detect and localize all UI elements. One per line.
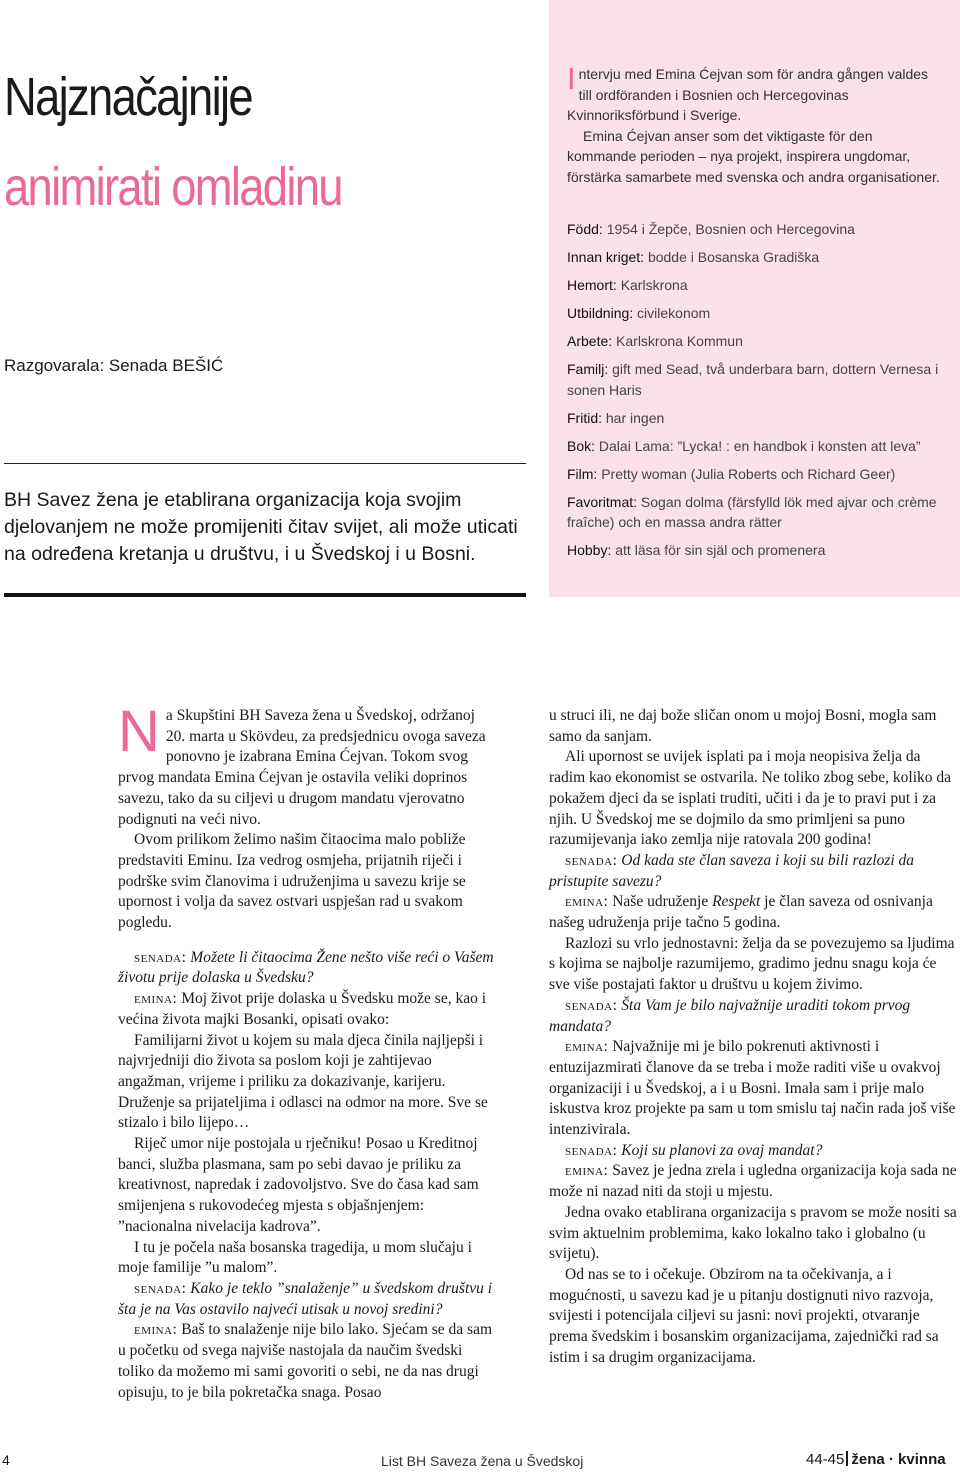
fact-value: Sogan dolma (färsfylld lök med ajvar och crème fraîche) och en massa andra rätter bbox=[567, 493, 937, 530]
fact-value: har ingen bbox=[605, 409, 665, 426]
association-name: Respekt bbox=[712, 893, 761, 911]
fact-label: Bok: bbox=[567, 437, 596, 454]
article-paragraph: Razlozi su vrlo jednostavni: želja da se povezujemo sa ljudima s kojima se najbolje razumijemo, gradimo jednu snagu koja će sve više postajati faktor u društvu u kojem živimo. bbox=[549, 934, 955, 994]
fact-value: att läsa för sin själ och promenera bbox=[615, 542, 826, 558]
article-paragraph: Ovom prilikom želimo našim čitaocima malo pobliže predstaviti Eminu. Iza vedrog osmjeha, prijatnih riječi i podrške svim članovima i udruženjima u savezu krije se upornost i volja da savez ostvari uspješan rad u svakom pogledu. bbox=[118, 831, 466, 932]
speaker-label: senada: bbox=[565, 851, 618, 869]
article-paragraph: Od nas se to i očekuje. Obzirom na ta očekivanja, a i mogućnosti, u savezu kad je u pitanju dostignuti nivo razvoja, svijesti i potencijala ciljevi su jasni: novi projekti, otvaranje prema švedskim i bosanskim organizacijama, zajednički rad sa istim i sa drugim organizacijama. bbox=[549, 1265, 939, 1366]
speaker-label: senada: bbox=[565, 1141, 618, 1159]
footer-separator bbox=[846, 1451, 848, 1466]
question-text: Od kada ste član saveza i koji su bili razlozi da pristupite savezu? bbox=[549, 851, 915, 890]
article-paragraph: Familijarni život u kojem su mala djeca činila najljepši i najvrjedniji dio života sa poslom koji je zahtijevao angažman, vrijeme i priliku za dokazivanje, karijeru. Druženje sa prijateljima i odlasci na odmor na more. Sve se stizalo i bilo lijepo… bbox=[118, 1031, 488, 1132]
fact-value: Karlskrona bbox=[620, 277, 688, 293]
fact-item bbox=[567, 247, 942, 268]
footer-right bbox=[806, 1451, 946, 1468]
fact-label: Favoritmat: bbox=[567, 493, 638, 510]
speaker-label: emina: bbox=[565, 1162, 609, 1180]
answer-text: je član saveza od osnivanja našeg udruženja prije tačno 5 godina. bbox=[549, 893, 933, 932]
interview-question bbox=[549, 996, 959, 1037]
lead-paragraph: BH Savez žena je etablirana organizacija koja svojim djelovanjem ne može promijeniti čitav svijet, ali može uticati na određena kretanja u društvu, i u Švedskoj i u Bosni. bbox=[4, 489, 518, 565]
answer-text: Najvažnije mi je bilo pokrenuti aktivnosti i entuzijazmirati članove da se treba i može raditi više u ovakvoj organizaciji i u Švedskoj, a i u Bosni. Imala sam i prije malo iskustva kroz projekte pa sam u tom smislu taj način rada još više intenzivirala. bbox=[549, 1038, 956, 1139]
fact-item bbox=[567, 359, 942, 400]
publication-name: List BH Saveza žena u Švedskoj bbox=[381, 1453, 584, 1469]
fact-item bbox=[567, 275, 942, 296]
fact-label: Hobby: bbox=[567, 542, 612, 558]
sidebar-intro bbox=[567, 61, 942, 187]
interview-answer bbox=[549, 1037, 959, 1141]
divider-thick bbox=[4, 593, 526, 597]
fact-label: Fritid: bbox=[567, 409, 602, 426]
interview-answer bbox=[549, 892, 959, 933]
speaker-label: senada: bbox=[565, 996, 618, 1014]
speaker-label: emina: bbox=[565, 893, 609, 911]
interview-question bbox=[118, 948, 496, 989]
speaker-label: senada: bbox=[134, 1279, 187, 1297]
article-paragraph: Ali upornost se uvijek isplati pa i moja neopisiva želja da radim kao ekonomist se ostvarila. Ne toliko zbog sebe, koliko da pokažem djeci da se isplati truditi, učiti i da je to pravi put i za njih. U Švedskoj me se dojmilo da smo primljeni sa puno razumijevanja iako zemlja nije ratovala 200 godina! bbox=[549, 748, 952, 849]
fact-label: Arbete: bbox=[567, 333, 613, 349]
fact-item bbox=[567, 219, 942, 240]
question-text: Kako je teklo ”snalaženje” u švedskom društvu i šta je na Vas ostavilo najveći utisak u novoj sredini? bbox=[118, 1279, 493, 1318]
fact-value: bodde i Bosanska Gradiška bbox=[647, 249, 820, 265]
fact-item bbox=[567, 492, 942, 533]
fact-label: Innan kriget: bbox=[567, 249, 645, 265]
magazine-brand: žena · kvinna bbox=[851, 1451, 946, 1468]
divider-thin bbox=[4, 463, 526, 464]
answer-text: Naše udruženje bbox=[612, 893, 709, 911]
interview-answer bbox=[549, 1161, 959, 1202]
interview-answer bbox=[118, 1320, 496, 1403]
fact-item bbox=[567, 436, 942, 457]
answer-text: Moj život prije dolaska u Švedsku može se, kao i većina života majki Bosanki, opisati ovako: bbox=[118, 990, 487, 1028]
question-text: Možete li čitaocima Žene nešto više reći o Vašem životu prije dolaska u Švedsku? bbox=[118, 948, 494, 987]
intro-paragraph-1: ntervju med Emina Ćejvan som för andra gången valdes till ordföranden i Bosnien och Hercegovinas Kvinnoriksförbund i Sverige. bbox=[567, 66, 929, 123]
fact-item bbox=[567, 408, 942, 429]
question-text: Šta Vam je bilo najvažnije uraditi tokom prvog mandata? bbox=[549, 996, 911, 1035]
article-paragraph: a Skupštini BH Saveza žena u Švedskoj, održanoj 20. marta u Skövdeu, za predsjednicu ovoga saveza ponovno je izabrana Emina Ćejvan. Tokom svog prvog mandata Emina Ćejvan je ostavila veliki doprinos savezu, tako da su ciljevi u drugom mandatu vjerovatno podignuti na veći nivo. bbox=[118, 707, 486, 828]
fact-item bbox=[567, 303, 942, 324]
intro-paragraph-2: Emina Ćejvan anser som det viktigaste för den kommande perioden – nya projekt, inspirera ungdomar, förstärka samarbete med svenska och andra organisationer. bbox=[567, 127, 940, 185]
fact-item bbox=[567, 331, 942, 352]
interview-question bbox=[549, 1141, 959, 1162]
byline: Razgovarala: Senada BEŠIĆ bbox=[4, 356, 224, 375]
article-paragraph: u struci ili, ne daj bože sličan onom u mojoj Bosni, mogla sam samo da sanjam. bbox=[549, 707, 937, 745]
article-paragraph: Jedna ovako etablirana organizacija s pravom se može nositi sa svim aktuelnim problemima, kako lokalno tako i globalno (u svijetu). bbox=[549, 1203, 957, 1263]
fact-value: Karlskrona Kommun bbox=[616, 333, 743, 349]
interview-answer bbox=[118, 989, 496, 1030]
speaker-label: emina: bbox=[134, 990, 178, 1008]
speaker-label: emina: bbox=[565, 1038, 609, 1056]
interview-question bbox=[549, 851, 959, 892]
fact-item bbox=[567, 540, 942, 561]
page-numbers-right: 44-45 bbox=[806, 1451, 845, 1468]
fact-value: Dalai Lama: ”Lycka! : en handbok i konsten att leva” bbox=[598, 437, 921, 454]
fact-label: Född: bbox=[567, 221, 603, 237]
article-column-1 bbox=[118, 699, 496, 1403]
question-text: Koji su planovi za ovaj mandat? bbox=[621, 1141, 823, 1159]
speaker-label: emina: bbox=[134, 1321, 178, 1339]
fact-value: civilekonom bbox=[637, 305, 711, 321]
profile-facts bbox=[567, 219, 942, 568]
answer-text: Baš to snalaženje nije bilo lako. Sjećam se da sam u početku od svega najviše nastojala da naučim švedski toliko da možemo mi sami govoriti o sebi, ne da nas drugi opisuju, to je bila pokretačka snaga. Posao bbox=[118, 1321, 493, 1401]
answer-text: Savez je jedna zrela i ugledna organizacija koja sada ne može ni nazad niti da stoji u mjestu. bbox=[549, 1162, 957, 1201]
fact-item bbox=[567, 464, 942, 485]
article-paragraph: I tu je počela naša bosanska tragedija, u mom slučaju i moje familije ”u malom”. bbox=[118, 1238, 472, 1277]
article-drop-cap: N bbox=[118, 699, 160, 764]
fact-value: Pretty woman (Julia Roberts och Richard Geer) bbox=[601, 465, 896, 482]
intro-drop-cap: I bbox=[567, 61, 576, 96]
fact-value: 1954 i Žepče, Bosnien och Hercegovina bbox=[606, 221, 855, 237]
article-column-2 bbox=[549, 706, 959, 1369]
speaker-label: senada: bbox=[134, 948, 187, 966]
fact-value: gift med Sead, två underbara barn, dottern Vernesa i sonen Haris bbox=[567, 361, 939, 398]
fact-label: Film: bbox=[567, 465, 598, 482]
interview-question bbox=[118, 1279, 496, 1320]
article-paragraph: Riječ umor nije postojala u rječniku! Posao u Kreditnoj banci, služba plasmana, sam po sebi davao je priliku za kreativnost, napredak i zadovoljstvo. Sve do časa kad sam smijenjena s rukovodećeg mjesta s objašnjenjem: ”nacionalna nivelacija kadrova”. bbox=[118, 1135, 479, 1235]
fact-label: Hemort: bbox=[567, 277, 617, 293]
fact-label: Familj: bbox=[567, 361, 609, 377]
fact-label: Utbildning: bbox=[567, 305, 634, 321]
page-number-left: 4 bbox=[2, 1452, 10, 1468]
article-title-line2: animirati omladinu bbox=[4, 157, 342, 217]
article-title-line1: Najznačajnije bbox=[4, 67, 252, 127]
